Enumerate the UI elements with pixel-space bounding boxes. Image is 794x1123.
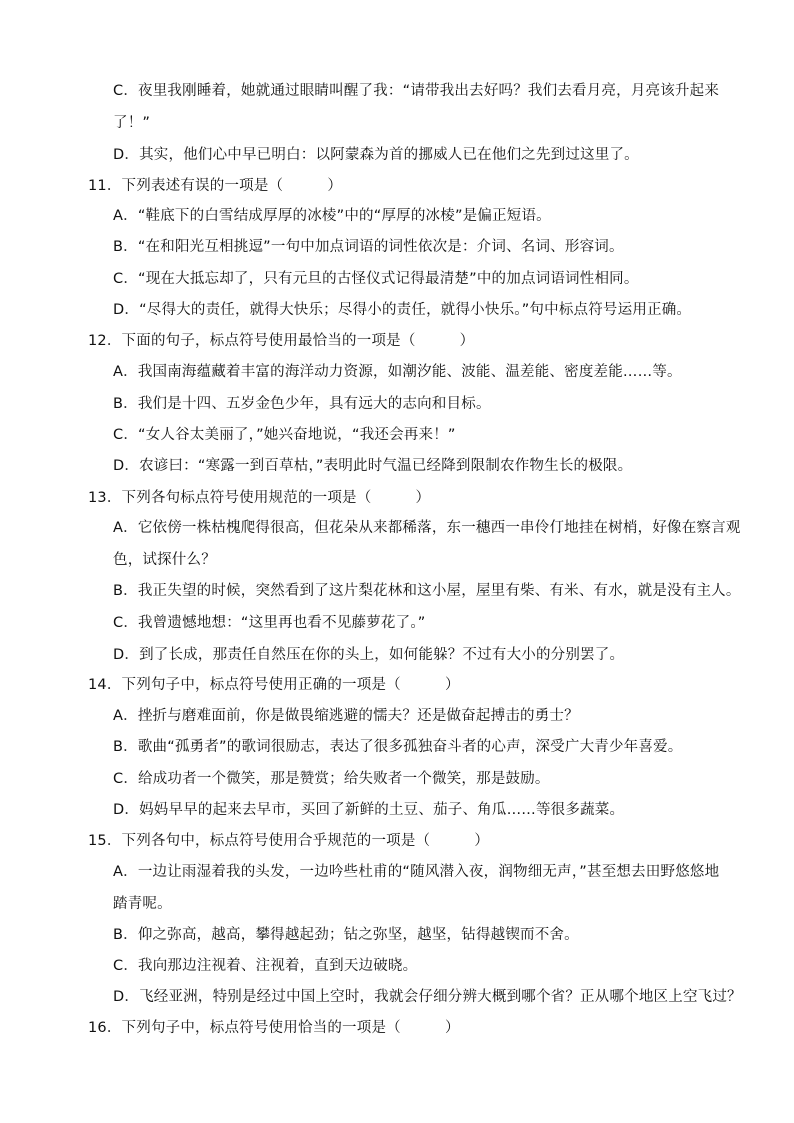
q13-option-b: B．我正失望的时候，突然看到了这片梨花林和这小屋，屋里有柴、有米、有水，就是没有主人。 xyxy=(113,583,741,599)
q14-option-d: D．妈妈早早的起来去早市，买回了新鲜的土豆、茄子、角瓜……等很多蔬菜。 xyxy=(113,802,625,818)
q15-option-d: D．飞经亚洲，特别是经过中国上空时，我就会仔细分辨大概到哪个省？正从哪个地区上空飞过？ xyxy=(113,989,742,1005)
q15-option-a: A．一边让雨湿着我的头发，一边吟些杜甫的“随风潜入夜，润物细无声，”甚至想去田野悠悠地 xyxy=(113,864,720,880)
q13-option-d: D．到了长成，那责任自然压在你的头上，如何能躲？不过有大小的分别罢了。 xyxy=(113,647,625,663)
q13-option-c: C．我曾遗憾地想：“这里再也看不见藤萝花了。” xyxy=(113,615,426,631)
q12-option-d: D．农谚曰：“寒露一到百草枯，”表明此时气温已经降到限制农作物生长的极限。 xyxy=(113,458,633,474)
q10-option-c: C．夜里我刚睡着，她就通过眼睛叫醒了我：“请带我出去好吗？我们去看月亮，月亮该升起来 xyxy=(113,83,720,99)
question-11: 11．下列表述有误的一项是（ ） xyxy=(88,178,343,194)
q11-option-b: B．“在和阳光互相挑逗”一句中加点词语的词性依次是：介词、名词、形容词。 xyxy=(113,239,624,255)
q14-option-a: A．挫折与磨难面前，你是做畏缩逃避的懦夫？还是做奋起搏击的勇士？ xyxy=(113,708,579,724)
q14-option-b: B．歌曲“孤勇者”的歌词很励志，表达了很多孤独奋斗者的心声，深受广大青少年喜爱。 xyxy=(113,739,683,755)
q15-option-a-cont: 踏青呢。 xyxy=(113,896,172,912)
question-13: 13．下列各句标点符号使用规范的一项是（ ） xyxy=(88,490,431,506)
q10-option-c-cont: 了！” xyxy=(113,115,151,131)
question-14: 14．下列句子中，标点符号使用正确的一项是（ ） xyxy=(88,677,460,693)
q11-option-d: D．“尽得大的责任，就得大快乐；尽得小的责任，就得小快乐。”句中标点符号运用正确。 xyxy=(113,302,692,318)
q11-option-a: A．“鞋底下的白雪结成厚厚的冰棱”中的“厚厚的冰棱”是偏正短语。 xyxy=(113,208,551,224)
question-15: 15．下列各句中，标点符号使用合乎规范的一项是（ ） xyxy=(88,833,490,849)
question-16: 16．下列句子中，标点符号使用恰当的一项是（ ） xyxy=(88,1020,460,1036)
q12-option-a: A．我国南海蕴藏着丰富的海洋动力资源，如潮汐能、波能、温差能、密度差能……等。 xyxy=(113,364,682,380)
q13-option-a: A．它依傍一株枯槐爬得很高，但花朵从来都稀落，东一穗西一串伶仃地挂在树梢，好像在察言观 xyxy=(113,520,741,536)
q14-option-c: C．给成功者一个微笑，那是赞赏；给失败者一个微笑，那是鼓励。 xyxy=(113,771,550,787)
q15-option-b: B．仰之弥高，越高，攀得越起劲；钻之弥坚，越坚，钻得越锲而不舍。 xyxy=(113,927,579,943)
q15-option-c: C．我向那边注视着、注视着，直到天边破晓。 xyxy=(113,958,418,974)
q11-option-c: C．“现在大抵忘却了，只有元旦的古怪仪式记得最清楚”中的加点词语词性相同。 xyxy=(113,271,639,287)
q12-option-c: C．“女人谷太美丽了，”她兴奋地说，“我还会再来！” xyxy=(113,427,456,443)
question-12: 12．下面的句子，标点符号使用最恰当的一项是（ ） xyxy=(88,333,475,349)
q13-option-a-cont: 色，试探什么？ xyxy=(113,552,216,568)
q12-option-b: B．我们是十四、五岁金色少年，具有远大的志向和目标。 xyxy=(113,396,491,412)
q10-option-d: D．其实，他们心中早已明白：以阿蒙森为首的挪威人已在他们之先到过这里了。 xyxy=(113,147,639,163)
